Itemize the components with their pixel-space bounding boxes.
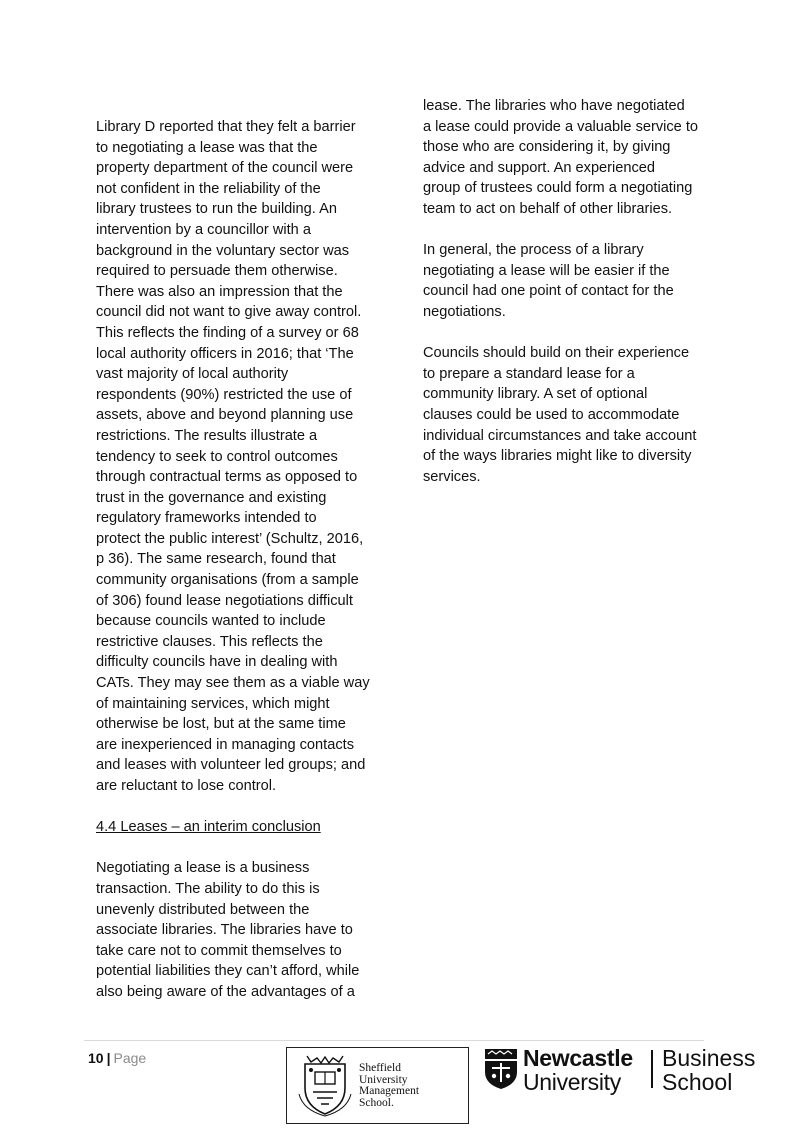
footer-divider xyxy=(84,1040,704,1041)
text-line: not confident in the reliability of the xyxy=(96,180,321,197)
text-line: assets, above and beyond planning use xyxy=(96,407,354,424)
text-line: lease. The libraries who have negotiated xyxy=(423,98,685,114)
university-word: University xyxy=(523,1069,621,1095)
text-line: community library. A set of optional xyxy=(423,386,648,403)
left-column xyxy=(96,117,386,1003)
text-line: and leases with volunteer led groups; and xyxy=(96,757,366,774)
text-line: group of trustees could form a negotiating xyxy=(423,180,693,197)
text-line: respondents (90%) restricted the use of xyxy=(96,386,352,403)
right-paragraph-3 xyxy=(423,343,715,487)
text-line: restrictive clauses. This reflects the xyxy=(96,633,323,650)
text-line: p 36). The same research, found that xyxy=(96,551,336,568)
right-paragraph-2 xyxy=(423,240,715,322)
text-line: library trustees to run the building. An xyxy=(96,201,337,218)
sheffield-logo-line: Sheffield xyxy=(359,1062,401,1074)
text-line: to prepare a standard lease for a xyxy=(423,365,635,382)
text-line: local authority officers in 2016; that ‘The xyxy=(96,345,354,362)
text-line: council did not want to give away control. xyxy=(96,304,362,321)
page-separator: | xyxy=(106,1050,111,1066)
text-line: protect the public interest’ (Schultz, 2016, xyxy=(96,530,364,547)
text-line: Negotiating a lease is a business xyxy=(96,860,310,877)
text-line: community organisations (from a sample xyxy=(96,572,359,589)
sheffield-crest-icon xyxy=(297,1054,353,1118)
text-line: regulatory frameworks intended to xyxy=(96,510,317,527)
text-line: vast majority of local authority xyxy=(96,366,289,383)
business-school-wordmark xyxy=(662,1046,755,1094)
page-number-value: 10 xyxy=(88,1050,104,1066)
newcastle-logo xyxy=(484,1046,759,1096)
text-line: Councils should build on their experience xyxy=(423,345,690,362)
newcastle-crest-icon xyxy=(484,1048,518,1090)
sheffield-logo xyxy=(286,1047,469,1124)
right-column xyxy=(423,96,715,487)
newcastle-wordmark xyxy=(523,1046,633,1094)
text-line: tendency to seek to control outcomes xyxy=(96,448,338,465)
text-line: individual circumstances and take account xyxy=(423,427,697,444)
sheffield-logo-line: University xyxy=(359,1073,408,1086)
text-line: to negotiating a lease was that the xyxy=(96,139,318,156)
logo-divider xyxy=(651,1050,653,1088)
text-line: otherwise be lost, but at the same time xyxy=(96,716,346,733)
text-line: There was also an impression that the xyxy=(96,283,343,300)
sheffield-logo-line: School. xyxy=(359,1096,394,1109)
text-line: transaction. The ability to do this is xyxy=(96,880,320,897)
text-line: unevenly distributed between the xyxy=(96,901,310,918)
text-line: intervention by a councillor with a xyxy=(96,221,311,238)
right-paragraph-1 xyxy=(423,96,715,220)
text-line: also being aware of the advantages of a xyxy=(96,983,355,1000)
text-line: through contractual terms as opposed to xyxy=(96,469,358,486)
text-line: difficulty councils have in dealing with xyxy=(96,654,338,671)
left-paragraph-1 xyxy=(96,117,386,797)
text-line: a lease could provide a valuable service to xyxy=(423,118,699,135)
text-line: of the ways libraries might like to diversity xyxy=(423,448,692,465)
text-line: because councils wanted to include xyxy=(96,613,326,630)
text-line: In general, the process of a library xyxy=(423,242,644,259)
page-word: Page xyxy=(113,1050,147,1066)
text-line: take care not to commit themselves to xyxy=(96,942,342,959)
sheffield-logo-text xyxy=(359,1063,419,1109)
text-line: of 306) found lease negotiations difficult xyxy=(96,592,353,609)
newcastle-word: Newcastle xyxy=(523,1045,633,1071)
sheffield-logo-line: Management xyxy=(359,1085,420,1097)
text-line: of maintaining services, which might xyxy=(96,695,330,712)
text-line: restrictions. The results illustrate a xyxy=(96,427,318,444)
text-line: Library D reported that they felt a barrier xyxy=(96,119,356,135)
text-line: advice and support. An experienced xyxy=(423,159,656,176)
text-line: potential liabilities they can’t afford, while xyxy=(96,963,360,980)
left-paragraph-2 xyxy=(96,858,386,1002)
text-line: team to act on behalf of other libraries. xyxy=(423,200,673,217)
text-line: CATs. They may see them as a viable way xyxy=(96,675,370,692)
school-word: School xyxy=(662,1069,733,1095)
text-line: those who are considering it, by giving xyxy=(423,139,671,156)
section-heading: 4.4 Leases – an interim conclusion xyxy=(96,819,321,836)
text-line: negotiations. xyxy=(423,303,506,320)
text-line: background in the voluntary sector was xyxy=(96,242,350,259)
text-line: are inexperienced in managing contacts xyxy=(96,736,354,753)
text-line: negotiating a lease will be easier if the xyxy=(423,262,670,279)
text-line: trust in the governance and existing xyxy=(96,489,327,506)
text-line: services. xyxy=(423,468,481,485)
text-line: associate libraries. The libraries have to xyxy=(96,922,353,939)
text-line: required to persuade them otherwise. xyxy=(96,263,338,280)
business-word: Business xyxy=(662,1045,756,1071)
text-line: property department of the council were xyxy=(96,160,354,177)
text-line: council had one point of contact for the xyxy=(423,283,674,300)
page-number xyxy=(88,1048,146,1068)
text-line: clauses could be used to accommodate xyxy=(423,406,680,423)
text-line: are reluctant to lose control. xyxy=(96,778,277,794)
text-line: This reflects the finding of a survey or 68 xyxy=(96,324,359,341)
